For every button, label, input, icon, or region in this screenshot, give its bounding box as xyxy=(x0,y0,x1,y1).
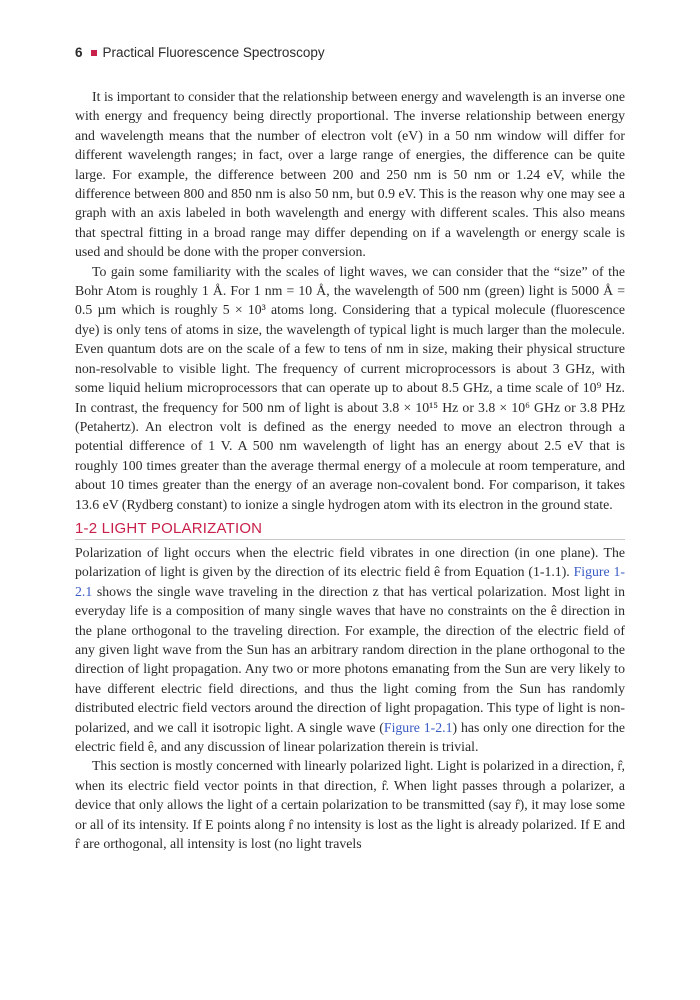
figure-link[interactable]: Figure 1-2.1 xyxy=(383,719,453,735)
paragraph-light-scales: To gain some familiarity with the scales of light waves, we can consider that the “size” of the Bohr Atom is roughly 1 Å. For 1 nm = 10 Å, the wavelength of 500 nm (green) light is 5000 Å = 0.5 µm which is roughly 5 × 10³ atoms long. Considering that a typical molecule (fluorescence dye) is only tens of atoms in size, the wavelength of typical light is much larger than the molecule. Even quantum dots are on the scale of a few to tens of nm in size, making their physical structure non-resolvable to visible light. The frequency of current microprocessors is about 3 GHz, with some liquid helium microprocessors that can operate up to about 8.5 GHz, a time scale of 10⁹ Hz. In contrast, the frequency for 500 nm of light is about 3.8 × 10¹⁵ Hz or 3.8 × 10⁶ GHz or 3.8 PHz (Petahertz). An electron volt is defined as the energy needed to move an electron through a potential difference of 1 V. A 500 nm wavelength of light has an energy about 2.5 eV that is roughly 100 times greater than the average thermal energy of a molecule at room temperature, and about 10 times greater than the energy of an average non-covalent bond. For comparison, it takes 13.6 eV (Rydberg constant) to ionize a single hydrogen atom with its electron in the ground state. xyxy=(75,263,625,512)
paragraph-text: ) has only one direction for the electric field ê, and any discussion of linear polarization therein is trivial. xyxy=(75,719,625,754)
section-heading: 1-2 LIGHT POLARIZATION xyxy=(75,520,625,540)
figure-link[interactable]: Figure 1-2.1 xyxy=(75,564,626,599)
paragraph-text: Polarization of light occurs when the electric field vibrates in one direction (in one plane). The polarization of light is given by the direction of its electric field ê from Equation (1-1.1). xyxy=(75,544,625,580)
square-bullet-icon xyxy=(91,50,97,56)
running-head xyxy=(75,45,325,60)
paragraph-energy-wavelength: It is important to consider that the relationship between energy and wavelength is an inverse one with energy and frequency being directly proportional. The inverse relationship between energy and wavelength means that the number of electron volt (eV) in a 50 nm window will differ for different wavelength ranges; in fact, over a large range of energies, the difference can be quite large. For example, the difference between 200 and 250 nm is 50 nm or 1.24 eV, while the difference between 800 and 850 nm is also 50 nm, but 0.9 eV. This is the reason why one may see a graph with an axis labeled in both wavelength and energy with different scales. This also means that spectral fitting in a broad range may differ depending on if a wavelength or energy scale is used and should be done with the proper conversion. xyxy=(75,89,625,260)
book-title: Practical Fluorescence Spectroscopy xyxy=(102,45,325,60)
page-number: 6 xyxy=(75,45,83,60)
paragraph-text: shows the single wave traveling in the direction z that has vertical polarization. Most light in everyday life is a composition of many single waves that have no constraints on the ê direction in the plane orthogonal to the traveling direction. For example, the direction of the electric field of any given light wave from the Sun has an arbitrary random direction in the plane orthogonal to the direction of light propagation. Any two or more photons emanating from the Sun are very likely to have different electric field directions, and thus the light coming from the Sun has randomly distributed electric field vectors around the direction of light propagation. This type of light is non-polarized, and we call it isotropic light. A single wave ( xyxy=(75,583,626,735)
text-body xyxy=(75,87,625,853)
paragraph-linear-polarization: This section is mostly concerned with linearly polarized light. Light is polarized in a direction, r̂, when its electric field vector points in that direction, r̂. When light passes through a polarizer, a device that only allows the light of a certain polarization to be transmitted (say r̂), it may lose some or all of its intensity. If E points along r̂ no intensity is lost as the light is already polarized. If E and r̂ are orthogonal, all intensity is lost (no light travels xyxy=(75,758,625,852)
paragraph-polarization xyxy=(75,543,625,756)
